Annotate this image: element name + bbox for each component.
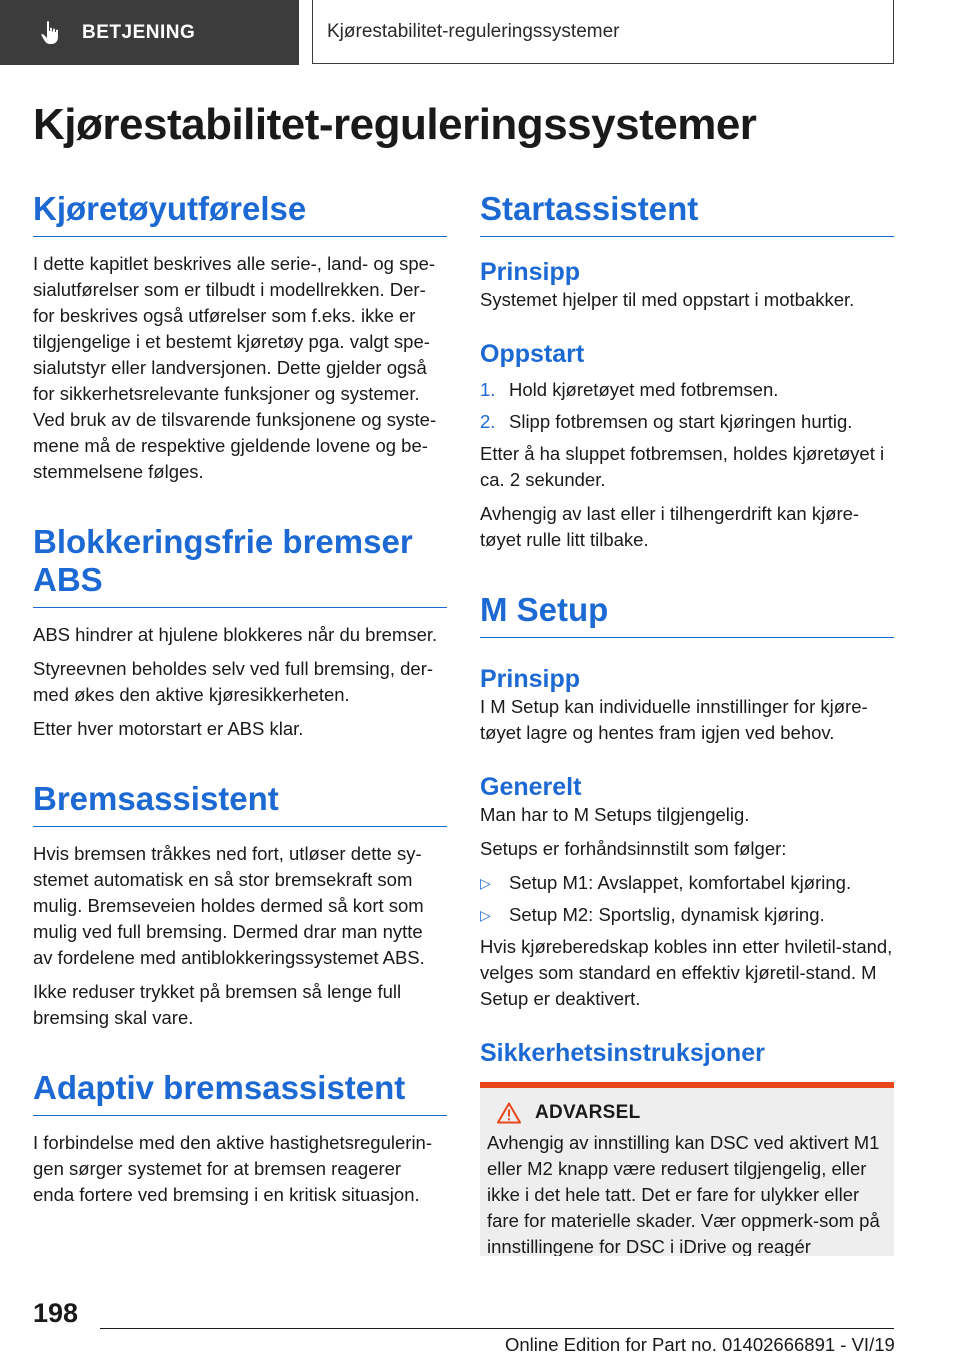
paragraph-startassistent-1: Etter å ha sluppet fotbremsen, holdes kjøretøyet i ca. 2 sekunder. [480,443,885,490]
right-column [480,190,894,1256]
chapter-label: Kjørestabilitet-reguleringssystemer [327,20,620,42]
warning-text: Avhengig av innstilling kan DSC ved aktivert M1 eller M2 knapp være redusert tilgjengelig, eller ikke i det hele tatt. Det er fare for ulykker eller fare for materielle skader. Vær oppmerk-som på innstillingene for DSC i iDrive og reagér [487,1132,880,1256]
bullet-text: Setup M1: Avslappet, komfortabel kjøring. [509,872,852,893]
heading-adaptiv-bremsassistent: Adaptiv bremsassistent [33,1069,447,1116]
paragraph-generelt-2: Setups er forhåndsinnstilt som følger: [480,838,787,859]
page-title: Kjørestabilitet-reguleringssystemer [33,100,757,149]
heading-prinsipp-m-setup: Prinsipp [480,665,581,693]
footer-edition: Online Edition for Part no. 01402666891 - VI/19 [505,1334,895,1355]
list-item [480,409,894,435]
hand-pointer-icon [40,20,66,46]
section-label: BETJENING [82,21,196,43]
bullet-text: Setup M2: Sportslig, dynamisk kjøring. [509,904,825,925]
section-tab [0,0,299,65]
heading-sikkerhetsinstruksjoner: Sikkerhetsinstruksjoner [480,1039,765,1067]
list-item [480,377,894,403]
heading-generelt: Generelt [480,773,582,801]
paragraph-bremsassistent-2: Ikke reduser trykket på bremsen så lenge full bremsing skal vare. [33,981,402,1028]
bullet-marker: ▷ [480,875,491,891]
paragraph-startassistent-2: Avhengig av last eller i tilhengerdrift kan kjøre-tøyet rulle litt tilbake. [480,503,860,550]
paragraph-prinsipp-m-setup: I M Setup kan individuelle innstillinger for kjøre-tøyet lagre og hentes fram igjen ved behov. [480,696,868,743]
setup-bullets [480,870,894,928]
paragraph-abs-3: Etter hver motorstart er ABS klar. [33,718,304,739]
paragraph-abs-2: Styreevnen beholdes selv ved full bremsing, der-med økes den aktive kjøresikkerheten. [33,658,434,705]
left-column [33,190,447,1208]
paragraph-abs-1: ABS hindrer at hjulene blokkeres når du bremser. [33,624,438,645]
paragraph-generelt-1: Man har to M Setups tilgjengelig. [480,804,750,825]
heading-oppstart: Oppstart [480,340,585,368]
heading-abs: Blokkeringsfrie bremser ABS [33,523,447,608]
paragraph-adaptiv-bremsassistent: I forbindelse med den aktive hastighetsregulerin-gen sørger systemet for at bremsen reagerer enda fortere ved bremsing i en kritisk situasjon. [33,1132,433,1205]
heading-kjoretoyutforelse: Kjøretøyutførelse [33,190,447,237]
step-number: 1. [480,379,496,400]
step-text: Hold kjøretøyet med fotbremsen. [509,379,779,400]
warning-title: ADVARSEL [535,1102,641,1123]
chapter-tab [312,0,894,64]
step-number: 2. [480,411,496,432]
heading-startassistent: Startassistent [480,190,894,237]
oppstart-steps [480,377,894,435]
paragraph-prinsipp-startassistent: Systemet hjelper til med oppstart i motbakker. [480,289,855,310]
list-item [480,902,894,928]
warning-box [480,1082,894,1256]
heading-m-setup: M Setup [480,591,894,638]
page-number: 198 [33,1298,79,1328]
step-text: Slipp fotbremsen og start kjøringen hurtig. [509,411,853,432]
heading-prinsipp-startassistent: Prinsipp [480,258,581,286]
heading-bremsassistent: Bremsassistent [33,780,447,827]
paragraph-generelt-3: Hvis kjøreberedskap kobles inn etter hviletil-stand, velges som standard en effektiv kjøretil-stand. M Setup er deaktivert. [480,936,893,1009]
list-item [480,870,894,896]
bullet-marker: ▷ [480,907,491,923]
paragraph-kjoretoyutforelse: I dette kapitlet beskrives alle serie-, land- og spe-sialutførelser som er tilbudt i modellrekken. Der-for beskrives også utførelser som f.eks. ikke er tilgjengelige i et bestemt kjøretøy pga. valgt spe-sialutstyr eller landversjonen. Dette gjelder også for sikkerhetsrelevante funksjoner og systemer. Ved bruk av de tilsvarende funksjonene og syste-mene må de respektive gjeldende lovene og be-stemmelsene følges. [33,253,437,482]
warning-triangle-icon [497,1102,521,1124]
paragraph-bremsassistent-1: Hvis bremsen tråkkes ned fort, utløser dette sy-stemet automatisk en så stor bremsekraft som mulig. Bremseveien holdes dermed så kort som mulig ved full bremsing. Dermed drar man nytte av fordelene med antiblokkeringssystemet ABS. [33,843,425,968]
footer-divider [100,1328,894,1329]
